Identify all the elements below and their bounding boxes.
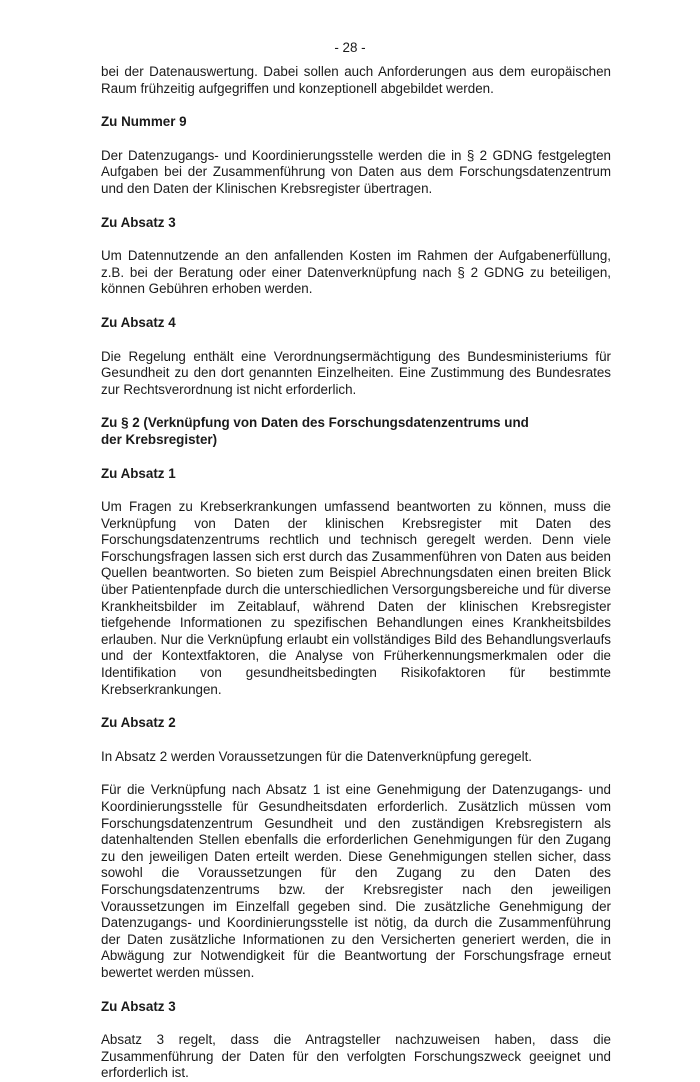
paragraph: Um Fragen zu Krebserkrankungen umfassend beantworten zu können, muss die Verknüpfung von Daten der klinischen Krebsregister mit Daten des Forschungsdatenzentrums rechtlich und technisch geregelt werden. Denn viele Forschungsfragen lassen sich erst durch das Zusammenführen von Daten aus beiden Quellen beantworten. So bieten zum Beispiel Abrechnungsdaten einen breiten Blick über Patientenpfade durch die unterschiedlichen Versorgungsbereiche und für diverse Krankheitsbilder im Zeitablauf, während Daten der klinischen Krebsregister tiefgehende Informationen zu spezifischen Behandlungen eines Krankheitsbildes erlauben. Nur die Verknüpfung erlaubt ein vollständiges Bild des Behandlungsverlaufs und der Kontextfaktoren, die Analyse von Früherkennungsmerkmalen oder die Identifikation von gesundheitsbedingten Risikofaktoren für bestimmte Krebserkrankungen. bbox=[101, 499, 611, 697]
section-heading: Zu Absatz 2 bbox=[101, 715, 176, 731]
section-heading: Zu Absatz 1 bbox=[101, 465, 176, 481]
page-number: - 28 - bbox=[334, 40, 366, 55]
paragraph: Für die Verknüpfung nach Absatz 1 ist eine Genehmigung der Datenzugangs- und Koordinierungsstelle für Gesundheitsdaten erforderlich. Zusätzlich müssen vom Forschungsdatenzentrum Gesundheit und den zuständigen Krebsregistern als datenhaltenden Stellen ebenfalls die erforderlichen Genehmigungen für den Zugang zu den jeweiligen Daten erteilt werden. Diese Genehmigungen stellen sicher, dass sowohl die Voraussetzungen für den Zugang zu den Daten des Forschungsdatenzentrums bzw. der Krebsregister nach den jeweiligen Voraussetzungen im Einzelfall gegeben sind. Die zusätzliche Genehmigung der Datenzugangs- und Koordinierungsstelle ist nötig, da durch die Zusammenführung der Daten zusätzliche Informationen zu den Versicherten generiert werden, die in Abwägung zur Notwendigkeit für die Beantwortung der Forschungsfrage erneut bewertet werden müssen. bbox=[101, 782, 611, 980]
paragraph: In Absatz 2 werden Voraussetzungen für die Datenverknüpfung geregelt. bbox=[101, 748, 533, 764]
paragraph: bei der Datenauswertung. Dabei sollen auch Anforderungen aus dem europäischen Raum frühzeitig aufgegriffen und konzeptionell abgebildet werden. bbox=[101, 64, 611, 96]
paragraph: Absatz 3 regelt, dass die Antragsteller nachzuweisen haben, dass die Zusammenführung der Daten für den verfolgten Forschungszweck geeignet und erforderlich ist. bbox=[101, 1032, 611, 1081]
paragraph: Die Regelung enthält eine Verordnungsermächtigung des Bundesministeriums für Gesundheit zu den dort genannten Einzelheiten. Eine Zustimmung des Bundesrates zur Rechtsverordnung ist nicht erforderlich. bbox=[101, 348, 611, 397]
section-heading: Zu § 2 (Verknüpfung von Daten des Forschungsdatenzentrums und der Krebsregister) bbox=[101, 415, 529, 447]
document-body bbox=[101, 64, 611, 1082]
section-heading: Zu Absatz 3 bbox=[101, 998, 176, 1014]
paragraph: Um Datennutzende an den anfallenden Kosten im Rahmen der Aufgabenerfüllung, z.B. bei der Beratung oder einer Datenverknüpfung nach § 2 GDNG zu beteiligen, können Gebühren erhoben werden. bbox=[101, 248, 611, 297]
section-heading: Zu Nummer 9 bbox=[101, 114, 187, 130]
section-heading: Zu Absatz 3 bbox=[101, 214, 176, 230]
section-heading: Zu Absatz 4 bbox=[101, 314, 176, 330]
paragraph: Der Datenzugangs- und Koordinierungsstelle werden die in § 2 GDNG festgelegten Aufgaben bei der Zusammenführung von Daten aus dem Forschungsdatenzentrum und den Daten der Klinischen Krebsregister übertragen. bbox=[101, 147, 611, 196]
